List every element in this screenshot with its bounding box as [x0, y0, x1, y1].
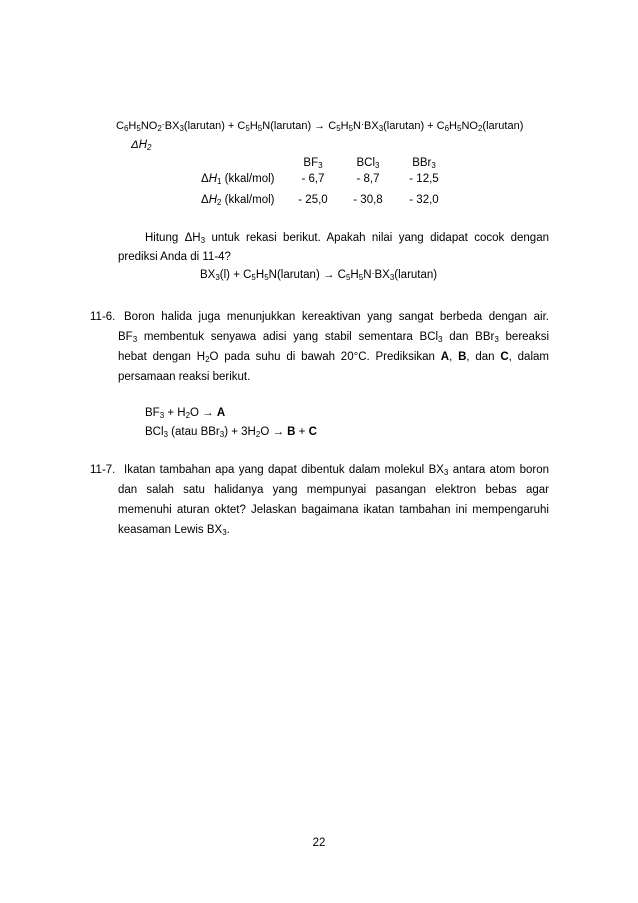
exercise-11-7-line-1: Ikatan tambahan apa yang dapat dibentuk dalam molekul $BX_3$ antara atom boron — [124, 464, 549, 477]
exercise-11-6-line-1: Boron halida juga menunjukkan kereaktivan yang sangat berbeda dengan air. — [124, 311, 549, 323]
table-row-label-dh1: $\Delta H_1$ (kkal/mol) — [201, 173, 275, 186]
table-cell: - 32,0 — [409, 194, 439, 206]
exercise-11-6-line-2: $BF_3$ membentuk senyawa adisi yang stabil sementara BCl$_3$ dan BBr$_3$ bereaksi — [118, 331, 549, 344]
exercise-11-7-line-4: keasaman Lewis $BX_3$. — [118, 524, 230, 537]
exercise-11-6-line-3: hebat dengan $H_2O$ pada suhu di bawah 20°C. Prediksikan A, B, dan C, dalam — [118, 351, 549, 364]
reaction-equation-1: $C_6H_5NO_2\cdot BX_3(larutan)$ + $C_5H_5N(larutan)$ → $C_5H_5N\cdot BX_3(larutan)$ + $C_6H_5NO_2(larutan)$ — [116, 119, 524, 133]
equation-bcl3-water: BCl$_3$ (atau $BBr_3) + 3H_2O \to B + C$ — [145, 426, 317, 439]
table-cell: - 30,8 — [353, 194, 383, 206]
table-row-label-dh2: $\Delta H_2$ (kkal/mol) — [201, 194, 275, 207]
page-number: 22 — [312, 837, 326, 849]
table-header-bcl3: BCl$_3$ — [356, 157, 380, 170]
exercise-number-11-7: 11-7. — [90, 464, 116, 476]
table-header-bf3: $BF_3$ — [303, 157, 323, 170]
question-line-2: prediksi Anda di 11-4? — [118, 251, 231, 263]
exercise-11-7-line-3: memenuhi aturan oktet? Jelaskan bagaimana ikatan tambahan ini mempengaruhi — [118, 504, 549, 516]
table-cell: - 6,7 — [301, 173, 325, 185]
equation-bf3-water: $BF_3 + H_2O \to A$ — [145, 407, 226, 420]
question-line-1: Hitung $\Delta H_3$ untuk rekasi berikut. Apakah nilai yang didapat cocok dengan — [145, 232, 549, 245]
delta-h2-label: $\Delta H_2$ — [131, 139, 152, 152]
exercise-11-6-line-4: persamaan reaksi berikut. — [118, 371, 251, 383]
reaction-equation-2: $BX_3(l)$ + $C_5H_5N(larutan)$ → $C_5H_5N\cdot BX_3(larutan)$ — [200, 268, 438, 282]
exercise-number-11-6: 11-6. — [90, 311, 116, 323]
table-cell: - 12,5 — [409, 173, 439, 185]
table-cell: - 25,0 — [298, 194, 328, 206]
table-header-bbr3: BBr$_3$ — [412, 157, 436, 170]
table-cell: - 8,7 — [356, 173, 380, 185]
exercise-11-7-line-2: dan salah satu halidanya yang mempunyai pasangan elektron bebas agar — [118, 484, 549, 496]
